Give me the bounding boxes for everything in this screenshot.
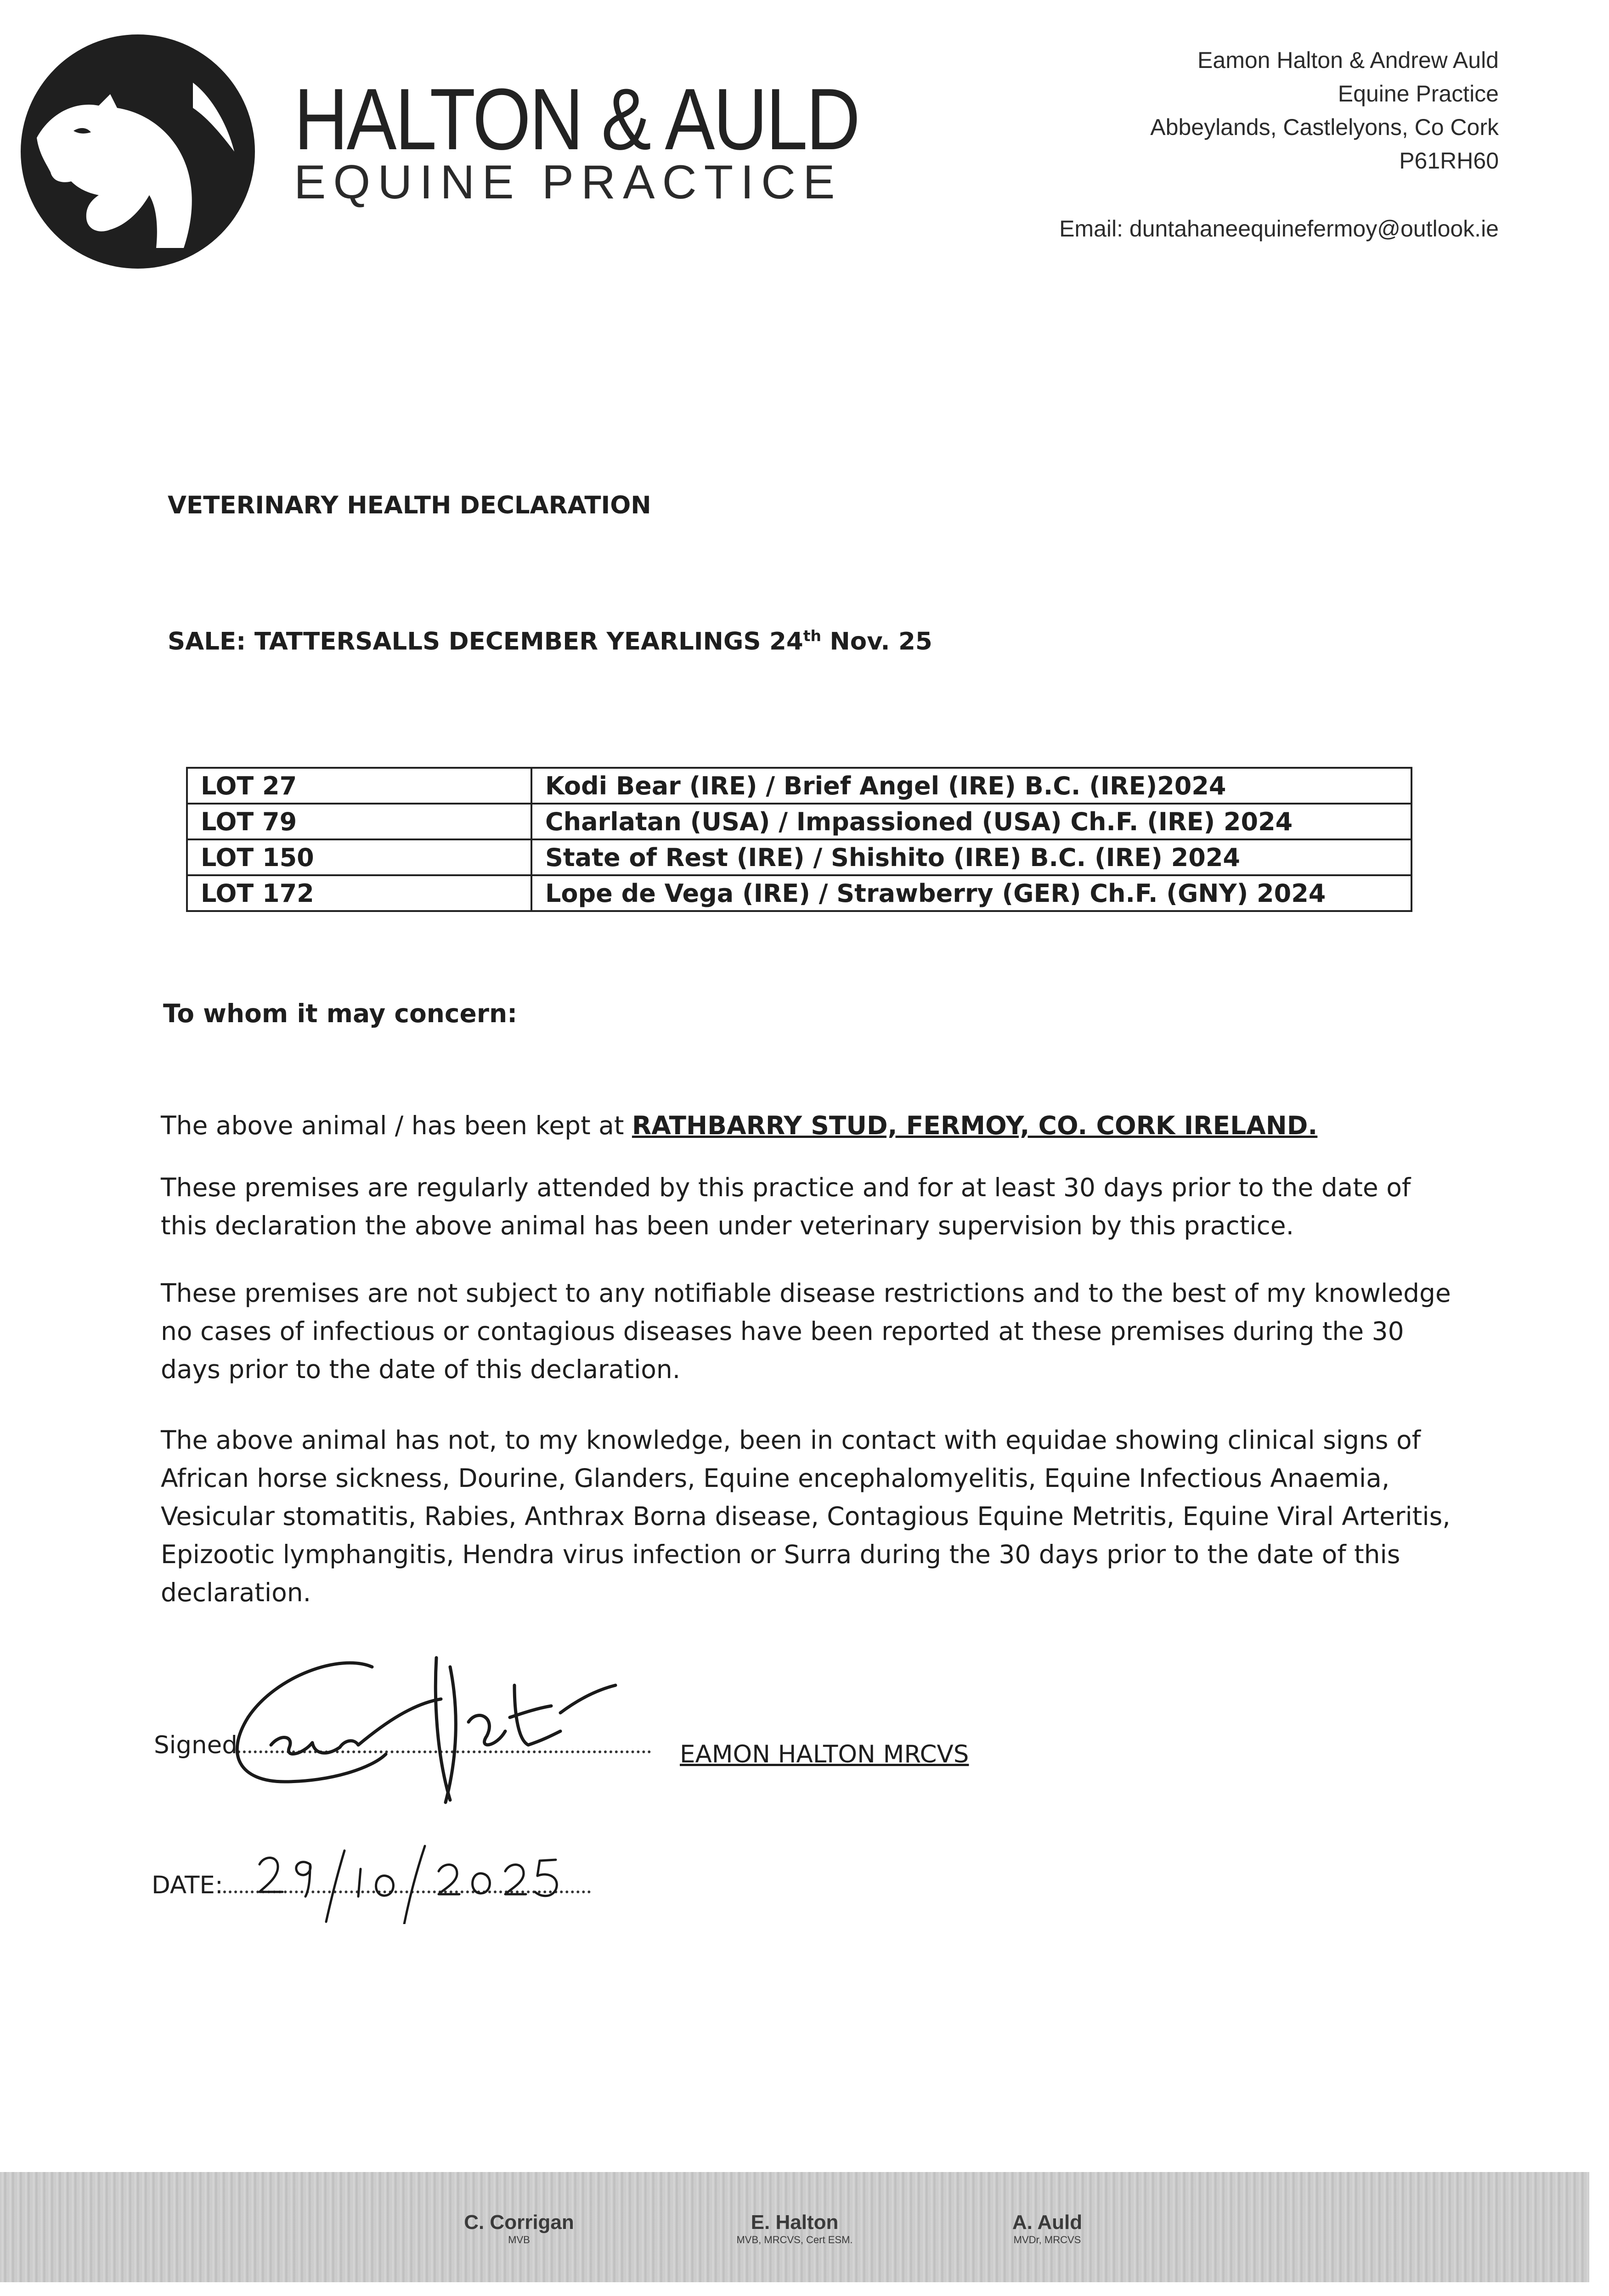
practice-name: HALTON & AULD — [294, 71, 859, 168]
address-line: Equine Practice — [1338, 81, 1499, 107]
vet-qualifications: MVDr, MRCVS — [1013, 2234, 1081, 2245]
address-line: Abbeylands, Castlelyons, Co Cork — [1150, 114, 1499, 140]
premises-name: RATHBARRY STUD, FERMOY, CO. CORK IRELAND. — [632, 1111, 1318, 1140]
lot-description: Charlatan (USA) / Impassioned (USA) Ch.F. (IRE) 2024 — [531, 804, 1411, 839]
supervision-paragraph: These premises are regularly attended by this practice and for at least 30 days prior to the date of this declaration the above animal has been under veterinary supervision by this practice. — [161, 1173, 1411, 1240]
lot-description: Lope de Vega (IRE) / Strawberry (GER) Ch.F. (GNY) 2024 — [531, 875, 1411, 911]
salutation: To whom it may concern: — [163, 999, 518, 1028]
vet-name: E. Halton — [751, 2211, 839, 2234]
vet-name: C. Corrigan — [464, 2211, 574, 2234]
table-row — [187, 804, 1411, 839]
premises-intro: The above animal / has been kept at — [161, 1111, 632, 1140]
email-address: Email: duntahaneequinefermoy@outlook.ie — [1059, 216, 1499, 242]
sale-name: SALE: TATTERSALLS DECEMBER YEARLINGS 24 — [168, 627, 803, 656]
address-block — [1059, 44, 1499, 246]
lots-table — [186, 767, 1412, 912]
vet-name: A. Auld — [1012, 2211, 1083, 2234]
lot-number: LOT 27 — [187, 768, 531, 804]
footer-vet — [698, 2211, 891, 2246]
restrictions-paragraph: These premises are not subject to any notifiable disease restrictions and to the best of my knowledge no cases of infectious or contagious diseases have been reported at these premises during the 30 days prior to the date of this declaration. — [161, 1278, 1451, 1384]
handwritten-signature — [220, 1649, 625, 1814]
document-title: VETERINARY HEALTH DECLARATION — [168, 491, 651, 519]
address-line: Eamon Halton & Andrew Auld — [1197, 47, 1499, 73]
footer-vet — [955, 2211, 1139, 2246]
table-row — [187, 839, 1411, 875]
lot-number: LOT 150 — [187, 839, 531, 875]
handwritten-date — [250, 1832, 599, 1924]
sale-date-suffix: th — [803, 627, 821, 645]
footer-vet — [427, 2211, 611, 2246]
contact-paragraph: The above animal has not, to my knowledge, been in contact with equidae showing clinical signs of African horse sickness, Dourine, Glanders, Equine encephalomyelitis, Equine Infectious Anaemia, Vesicular stomatitis, Rabies, Anthrax Borna disease, Contagious Equine Metritis, Equine Viral Arteritis, Epizootic lymphangitis, Hendra virus infection or Surra during the 30 days prior to the date of this declaration. — [161, 1425, 1451, 1607]
signer-name: EAMON HALTON MRCVS — [680, 1740, 969, 1768]
lot-number: LOT 79 — [187, 804, 531, 839]
address-line: P61RH60 — [1399, 148, 1499, 174]
practice-logo — [18, 32, 257, 271]
vet-qualifications: MVB, MRCVS, Cert ESM. — [736, 2234, 853, 2245]
sale-date: Nov. 25 — [821, 627, 932, 656]
vet-qualifications: MVB — [508, 2234, 530, 2245]
lot-description: State of Rest (IRE) / Shishito (IRE) B.C. (IRE) 2024 — [531, 839, 1411, 875]
table-row — [187, 768, 1411, 804]
premises-paragraph — [161, 1107, 1456, 1145]
practice-subtitle: EQUINE PRACTICE — [294, 156, 842, 209]
table-row — [187, 875, 1411, 911]
signed-label: Signed — [154, 1731, 237, 1759]
lot-description: Kodi Bear (IRE) / Brief Angel (IRE) B.C. (IRE)2024 — [531, 768, 1411, 804]
sale-line — [168, 627, 932, 656]
date-label: DATE: — [152, 1871, 223, 1899]
lot-number: LOT 172 — [187, 875, 531, 911]
